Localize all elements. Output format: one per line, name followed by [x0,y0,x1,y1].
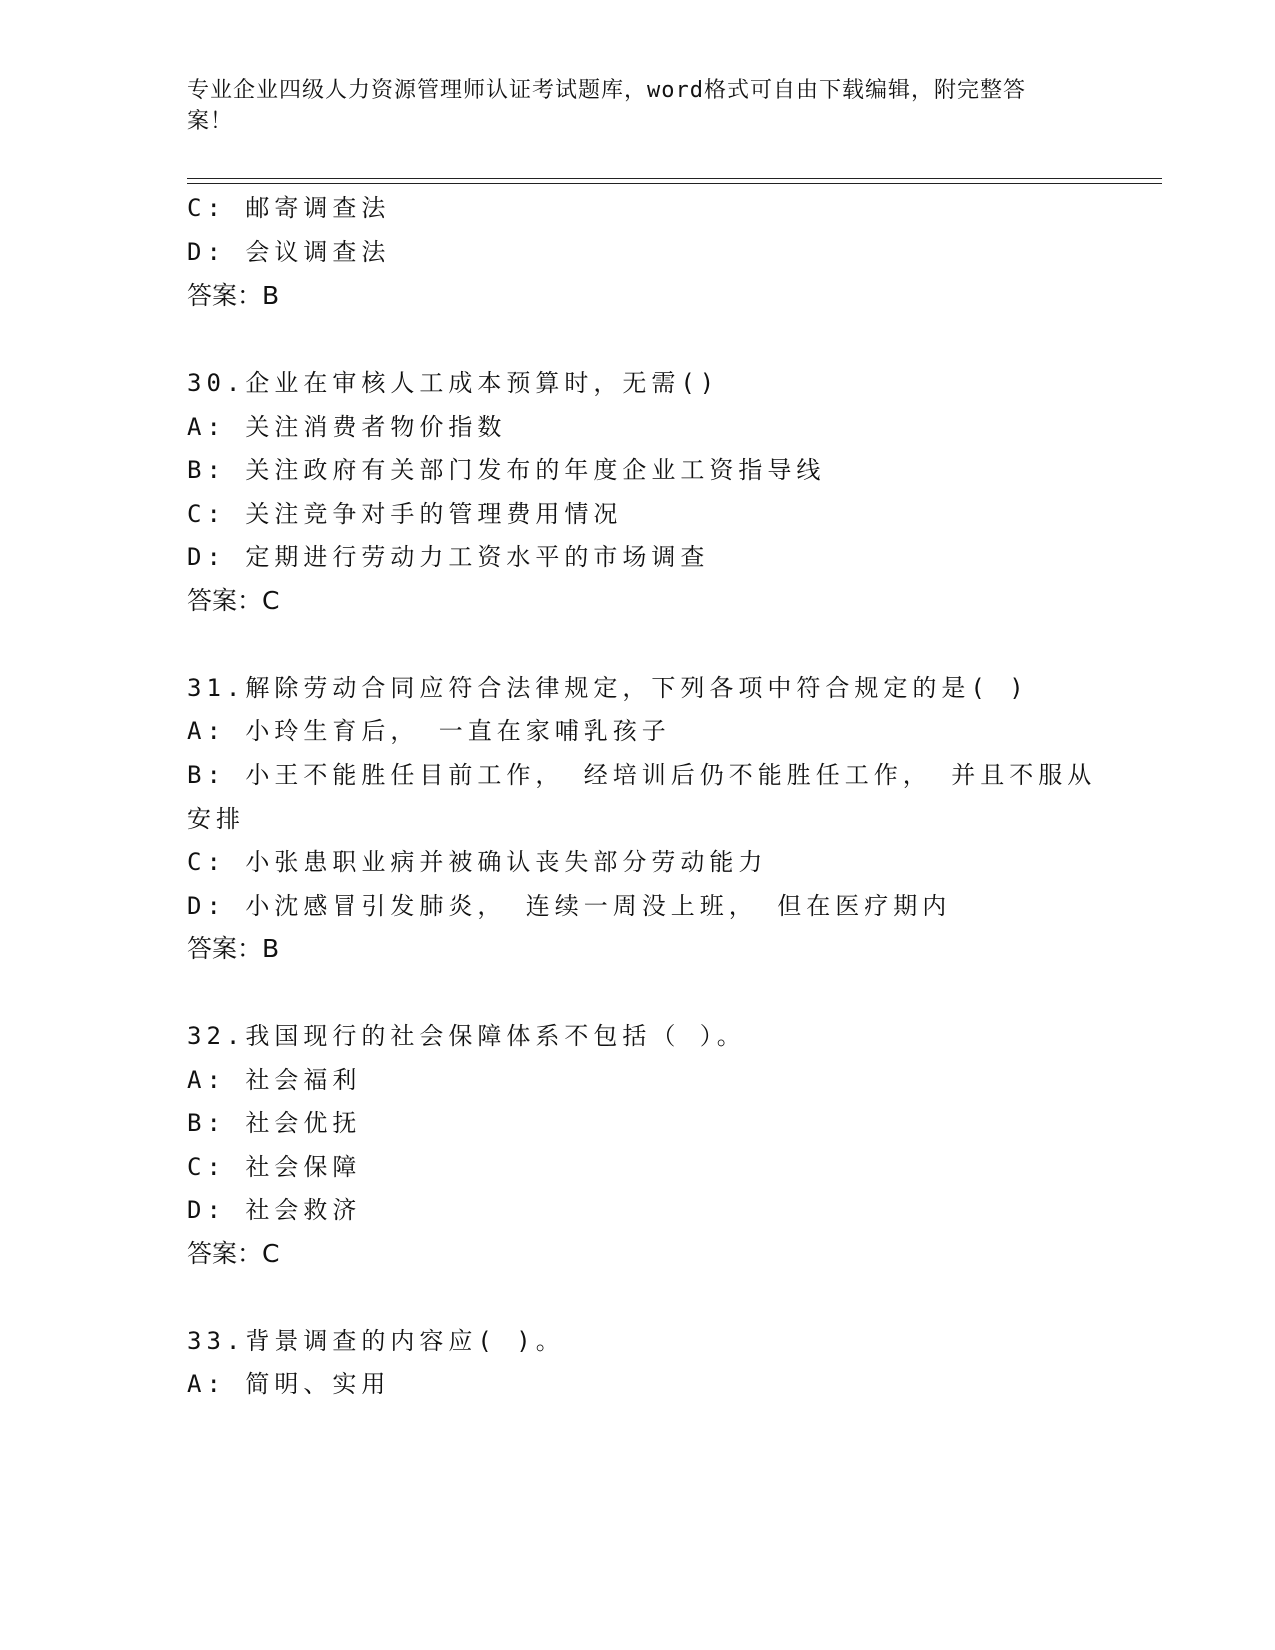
option-a: A: 社会福利 [187,1066,362,1094]
option-c: C: 关注竞争对手的管理费用情况 [187,500,623,528]
option-a: A: 小玲生育后， 一直在家哺乳孩子 [187,717,671,745]
question-stem: 30.企业在审核人工成本预算时，无需() [187,369,720,397]
answer-line: 答案：C [187,1239,280,1268]
option-a: A: 简明、实用 [187,1370,391,1398]
option-a: A: 关注消费者物价指数 [187,413,507,441]
option-b: B: 小王不能胜任目前工作， 经培训后仍不能胜任工作， 并且不服从 [187,761,1097,789]
question-stem: 33.背景调查的内容应( )。 [187,1327,565,1355]
answer-line: 答案：C [187,586,280,615]
option-d: D: 定期进行劳动力工资水平的市场调查 [187,543,710,571]
option-d: D: 小沈感冒引发肺炎， 连续一周没上班， 但在医疗期内 [187,892,952,920]
option-c: C: 小张患职业病并被确认丧失部分劳动能力 [187,848,768,876]
question-stem: 31.解除劳动合同应符合法律规定，下列各项中符合规定的是( ) [187,674,1029,702]
option-b-continued: 安排 [187,805,245,833]
answer-line: 答案：B [187,281,280,310]
option-d: D: 会议调查法 [187,238,391,266]
question-stem: 32.我国现行的社会保障体系不包括（ ）。 [187,1022,746,1050]
header-divider-top [187,178,1162,179]
option-c: C: 邮寄调查法 [187,194,391,222]
header-divider-bottom [187,183,1162,184]
answer-line: 答案：B [187,934,280,963]
option-b: B: 社会优抚 [187,1109,362,1137]
option-b: B: 关注政府有关部门发布的年度企业工资指导线 [187,456,826,484]
option-d: D: 社会救济 [187,1196,362,1224]
document-header: 专业企业四级人力资源管理师认证考试题库，word格式可自由下载编辑，附完整答案！ [187,78,1026,134]
option-c: C: 社会保障 [187,1153,362,1181]
